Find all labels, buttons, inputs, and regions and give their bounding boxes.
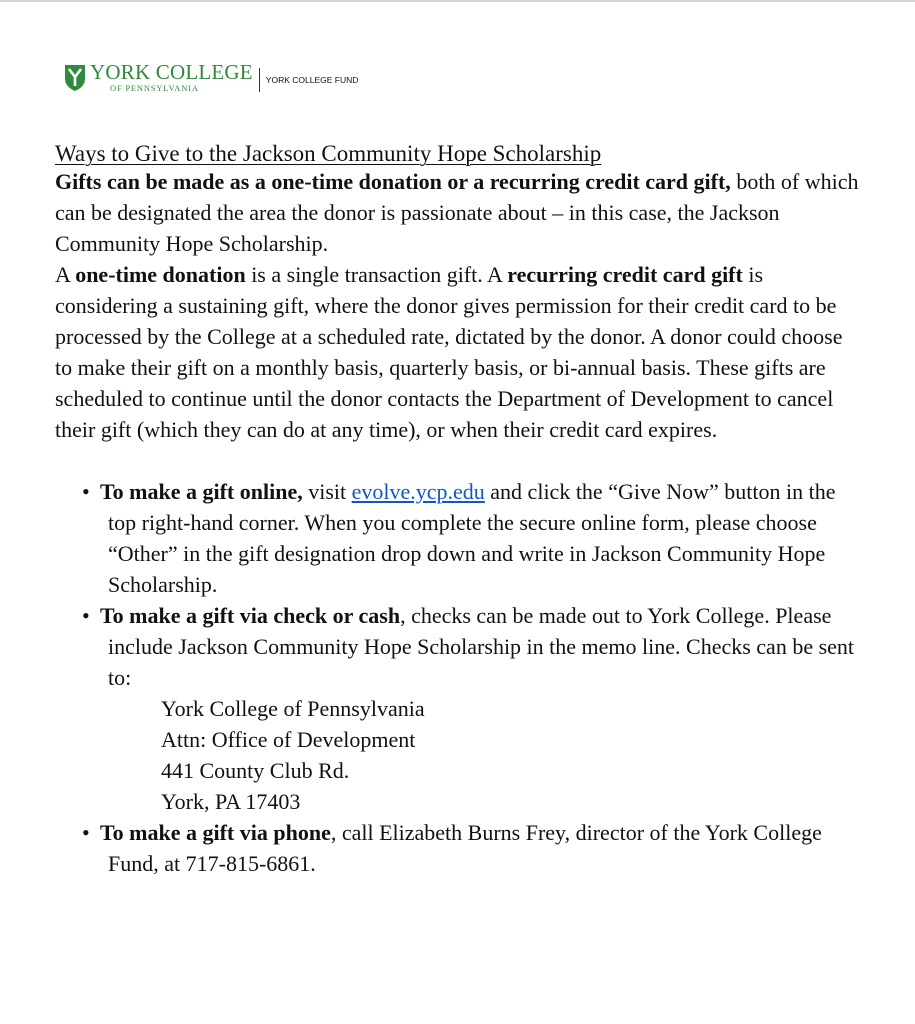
phone-text: , call Elizabeth Burns Frey, director of the York College Fund, at 717-815-6861. (108, 820, 822, 876)
list-item-check (55, 600, 865, 693)
address-line: York, PA 17403 (161, 789, 301, 814)
list-item-phone (55, 817, 865, 879)
address-line: 441 County Club Rd. (161, 758, 350, 783)
online-text-a: visit (302, 479, 352, 504)
recurring-gift-term: recurring credit card gift (507, 262, 743, 287)
fund-name: YORK COLLEGE FUND (265, 75, 359, 85)
logo-divider (259, 68, 260, 92)
ways-to-give-list (55, 476, 865, 879)
document-body (55, 138, 865, 879)
intro-lead-text: both of which can be designated the area the donor is passionate about – in this case, the Jackson Community Hope Scholarship. (55, 169, 859, 256)
online-heading: To make a gift online, (100, 479, 303, 504)
york-college-logo (64, 62, 358, 96)
phone-heading: To make a gift via phone (100, 820, 331, 845)
list-item-online (55, 476, 865, 600)
top-border (0, 0, 915, 2)
shield-icon (64, 64, 86, 92)
address-line: York College of Pennsylvania (161, 696, 425, 721)
bullet-icon: • (82, 603, 90, 628)
address-line: Attn: Office of Development (161, 727, 416, 752)
logo-name: YORK COLLEGE (90, 60, 253, 84)
intro-lead-bold: Gifts can be made as a one-time donation or a recurring credit card gift, (55, 169, 731, 194)
bullet-icon: • (82, 479, 90, 504)
check-heading: To make a gift via check or cash (100, 603, 401, 628)
one-time-donation-term: one-time donation (75, 262, 246, 287)
gift-types-text-a: A (55, 262, 76, 287)
check-text: , checks can be made out to York College. Please include Jackson Community Hope Scholarship in the memo line. Checks can be sent to: (108, 603, 855, 690)
online-text-b: and click the “Give Now” button in the top right-hand corner. When you complete the secure online form, please choose “Other” in the gift designation drop down and write in Jackson Community Hope Scholarship. (108, 479, 836, 597)
gift-types-paragraph (55, 259, 865, 445)
bullet-icon: • (82, 820, 90, 845)
page-title: Ways to Give to the Jackson Community Hope Scholarship (55, 141, 602, 166)
gift-types-text-b: is a single transaction gift. A (245, 262, 508, 287)
gift-types-text-c: is considering a sustaining gift, where the donor gives permission for their credit card to be processed by the College at a scheduled rate, dictated by the donor. A donor could choose to make their gift on a monthly basis, quarterly basis, or bi-annual basis. These gifts are scheduled to continue until the donor contacts the Department of Development to cancel their gift (which they can do at any time), or when their credit card expires. (55, 262, 843, 442)
evolve-link[interactable]: evolve.ycp.edu (351, 479, 485, 504)
intro-paragraph (55, 166, 865, 259)
logo-subtitle: OF PENNSYLVANIA (110, 83, 199, 93)
mailing-address (55, 693, 865, 817)
